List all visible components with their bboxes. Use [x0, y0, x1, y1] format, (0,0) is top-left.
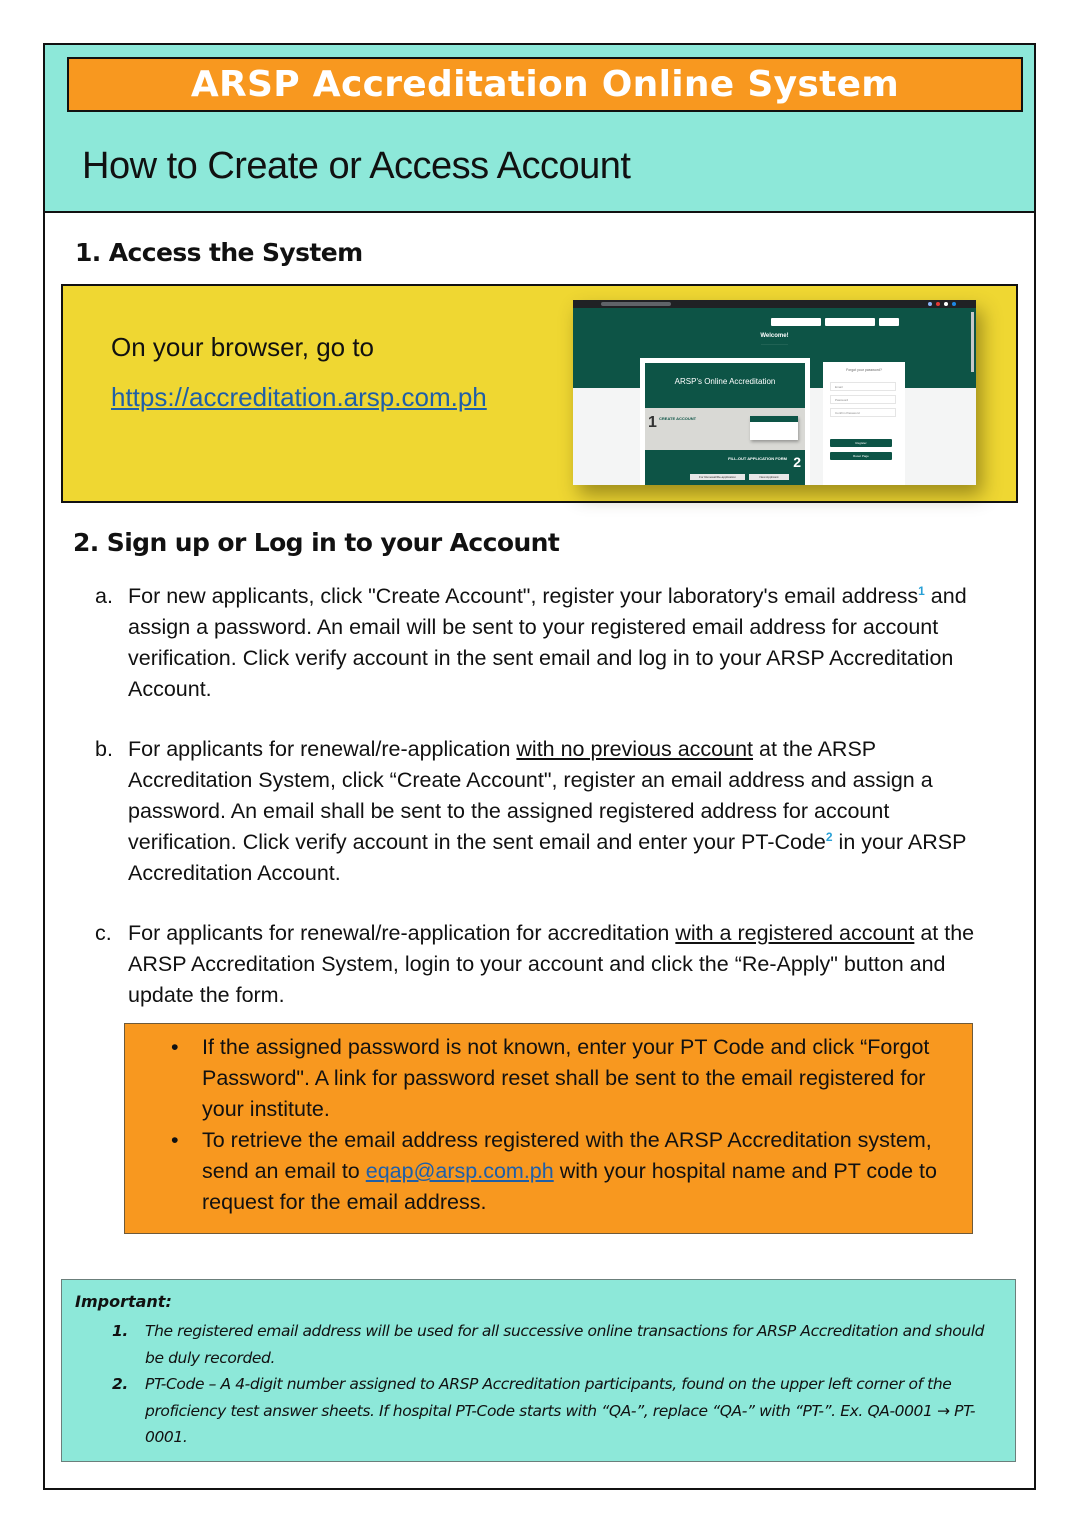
profile-icon: [952, 302, 956, 306]
footnote-ref-1: 1: [918, 583, 925, 598]
note-item: [165, 1125, 955, 1218]
notes-box: [124, 1023, 973, 1234]
step-2-label: FILL-OUT APPLICATION FORM: [728, 456, 787, 461]
footnote-ref-2: 2: [825, 829, 833, 844]
register-heading: Forgot your password?: [846, 368, 882, 372]
extension-icon: [936, 302, 940, 306]
step-2-number: 2: [793, 454, 801, 470]
item-marker: c.: [95, 921, 112, 945]
emphasis-text: with no previous account: [516, 737, 754, 761]
site-banner: [645, 363, 805, 408]
extension-icon: [944, 302, 948, 306]
section-1-heading: 1. Access the System: [75, 238, 363, 267]
item-body: [128, 734, 988, 889]
important-list: [112, 1318, 1007, 1451]
address-bar: [601, 302, 671, 306]
emphasis-text: with a registered account: [675, 921, 915, 945]
item-text: For applicants for renewal/re-application: [128, 737, 517, 761]
site-register-card: [823, 362, 905, 485]
browser-instruction: On your browser, go to: [111, 332, 375, 362]
welcome-subtext: ···························: [761, 342, 788, 346]
create-account-step: [645, 408, 805, 450]
item-number: 1.: [112, 1322, 128, 1340]
extension-icon: [928, 302, 932, 306]
header-band: [45, 45, 1034, 213]
site-main-card: [640, 358, 810, 485]
bullet-icon: •: [171, 1035, 179, 1059]
note-text: with your hospital name and PT code to request for the email address.: [202, 1159, 937, 1214]
site-banner-title: ARSP's Online Accreditation: [674, 377, 776, 386]
important-box: [61, 1279, 1016, 1462]
page-frame: [43, 43, 1036, 1490]
confirm-password-input: Confirm Password: [830, 408, 896, 417]
sign-in-button: [879, 318, 899, 326]
item-text: at the ARSP Accreditation System, login to your account and click the “Re-Apply" button and update the form.: [128, 921, 975, 1007]
important-text: PT-Code – A 4-digit number assigned to ARSP Accreditation participants, found on the upper left corner of the proficiency test answer sheets. If hospital PT-Code starts with “QA-”, replace “QA-” with “PT-”. Ex. QA-0001 → PT-0001.: [145, 1375, 976, 1446]
note-text: To retrieve the email address registered with the ARSP Accreditation system, send an email to: [202, 1128, 932, 1183]
important-heading: Important:: [75, 1292, 172, 1311]
pt-code-field: [771, 318, 821, 326]
new-applicant-button: New Applicant: [749, 474, 789, 480]
renewal-button: For Renewal/Re-application: [690, 474, 745, 480]
bullet-icon: •: [171, 1128, 179, 1152]
note-text: If the assigned password is not known, enter your PT Code and click “Forgot Password". A link for password reset shall be sent to the email registered for your institute.: [202, 1035, 930, 1121]
mini-preview: [750, 416, 798, 440]
important-item: [112, 1318, 1007, 1371]
email-input: Email: [830, 382, 896, 391]
item-body: [128, 918, 988, 1011]
section-2-heading: 2. Sign up or Log in to your Account: [73, 528, 560, 557]
accreditation-url-link[interactable]: https://accreditation.arsp.com.ph: [111, 382, 487, 412]
application-form-step: [645, 450, 805, 485]
page-title: ARSP Accreditation Online System: [190, 64, 900, 105]
important-text: The registered email address will be used for all successive online transactions for ARSP Accreditation and should be duly recorded.: [145, 1322, 985, 1367]
item-marker: a.: [95, 584, 113, 608]
reset-page-button: Reset Page: [830, 452, 892, 460]
website-screenshot: [573, 300, 976, 485]
notes-list: [165, 1032, 955, 1218]
item-text: at the ARSP Accreditation System, click “Create Account", register an email address and assign a password. An email shall be sent to the assigned registered address for account verification. Click verify account in the sent email and enter your PT-Code: [128, 737, 933, 854]
important-item: [112, 1371, 1007, 1451]
register-button: Register: [830, 439, 892, 447]
item-text: in your ARSP Accreditation Account.: [128, 830, 967, 885]
item-number: 2.: [112, 1375, 128, 1393]
item-text: For applicants for renewal/re-application for accreditation: [128, 921, 676, 945]
item-text: and assign a password. An email will be sent to your registered email address for account verification. Click verify account in the sent email and log in to your ARSP Accreditation Account.: [128, 584, 967, 701]
item-body: [128, 581, 988, 705]
browser-toolbar: [573, 300, 976, 308]
title-banner: [67, 57, 1023, 112]
password-input: Password: [830, 395, 896, 404]
support-email-link[interactable]: eqap@arsp.com.ph: [365, 1159, 554, 1183]
scrollbar: [971, 312, 974, 372]
item-text: For new applicants, click "Create Account", register your laboratory's email address: [128, 584, 919, 608]
note-item: [165, 1032, 955, 1125]
step-1-number: 1: [648, 414, 657, 431]
password-field: [825, 318, 875, 326]
step-1-label: CREATE ACCOUNT: [659, 416, 697, 421]
item-marker: b.: [95, 737, 113, 761]
welcome-text: Welcome!: [760, 333, 789, 339]
page-subtitle: How to Create or Access Account: [82, 145, 631, 187]
